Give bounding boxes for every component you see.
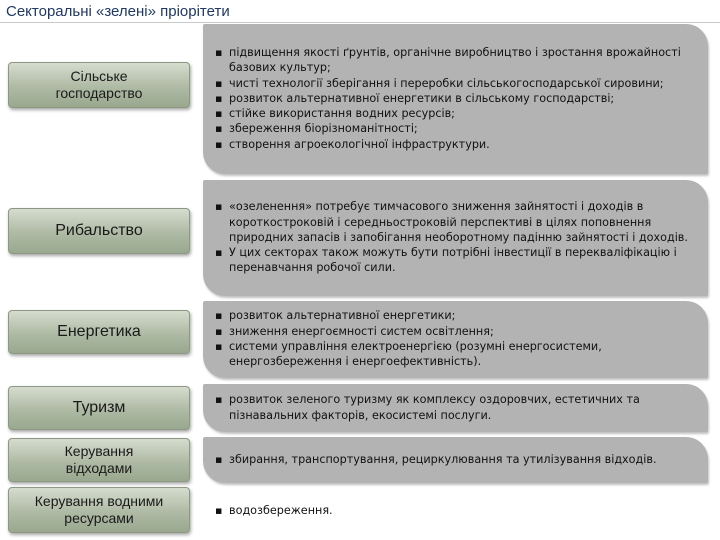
sector-label-line: ресурсами	[64, 510, 134, 526]
priority-item: ▪ У цих секторах також можуть бути потрібні інвестиції в перекваліфікацію і перенавчання робочої сили.	[213, 245, 700, 276]
sector-label-line: Туризм	[72, 399, 126, 416]
priority-item: ▪ розвиток альтернативної енергетики в сільському господарстві;	[213, 91, 700, 106]
priority-item: ▪ «озеленення» потребує тимчасового зниження зайнятості і доходів в короткостроковій і середньостроковій перспективі в цілях поповнення природних запасів і запобігання необоротному падінню зайнятості і доходів.	[213, 199, 700, 245]
priority-item: ▪ чисті технології зберігання і переробки сільськогосподарської сировини;	[213, 76, 700, 91]
priority-item: ▪ створення агроекологічної інфраструктури.	[213, 137, 700, 152]
priority-item: ▪ розвиток зеленого туризму як комплексу оздоровчих, естетичних та пізнавальних факторів, екосистемі послуги.	[213, 392, 700, 423]
sector-waste-management	[8, 438, 190, 482]
priority-item: ▪ збереження біорізноманітності;	[213, 121, 700, 136]
sector-fishery	[8, 208, 190, 254]
priority-item: ▪ підвищення якості ґрунтів, органічне виробництво і зростання врожайності базових культур;	[213, 45, 700, 76]
sector-tourism	[8, 386, 190, 430]
priority-item: ▪ водозбереження.	[213, 503, 700, 518]
priorities-waste-management	[203, 437, 708, 483]
priorities-agriculture	[203, 24, 708, 174]
sector-label-line: відходами	[65, 460, 133, 476]
priority-item: ▪ збирання, транспортування, рециркулювання та утилізування відходів.	[213, 452, 700, 467]
sector-label-line: Рибальство	[55, 222, 143, 239]
priorities-energy	[203, 301, 708, 378]
priorities-fishery	[203, 180, 708, 296]
priority-item: ▪ системи управління електроенергією (розумні енергосистеми, енергозбереження і енергоефективність).	[213, 339, 700, 370]
sector-label-line: господарство	[55, 85, 143, 101]
priority-item: ▪ стійке використання водних ресурсів;	[213, 106, 700, 121]
priority-item: ▪ розвиток альтернативної енергетики;	[213, 308, 700, 323]
priority-item: ▪ зниження енергоємності систем освітлення;	[213, 324, 700, 339]
sector-label-line: Керування водними	[34, 492, 164, 509]
sector-label-line: Енергетика	[57, 323, 141, 340]
sector-label-line: Керування	[64, 442, 134, 459]
sector-label-line: Сільське	[70, 67, 128, 84]
priorities-tourism	[203, 384, 708, 432]
page-title: Секторальні «зелені» пріорітети	[6, 3, 230, 20]
sector-agriculture	[8, 62, 190, 108]
title-divider	[0, 22, 720, 23]
priorities-water-management	[203, 492, 708, 530]
sector-energy	[8, 310, 190, 354]
sector-water-management	[8, 487, 190, 533]
